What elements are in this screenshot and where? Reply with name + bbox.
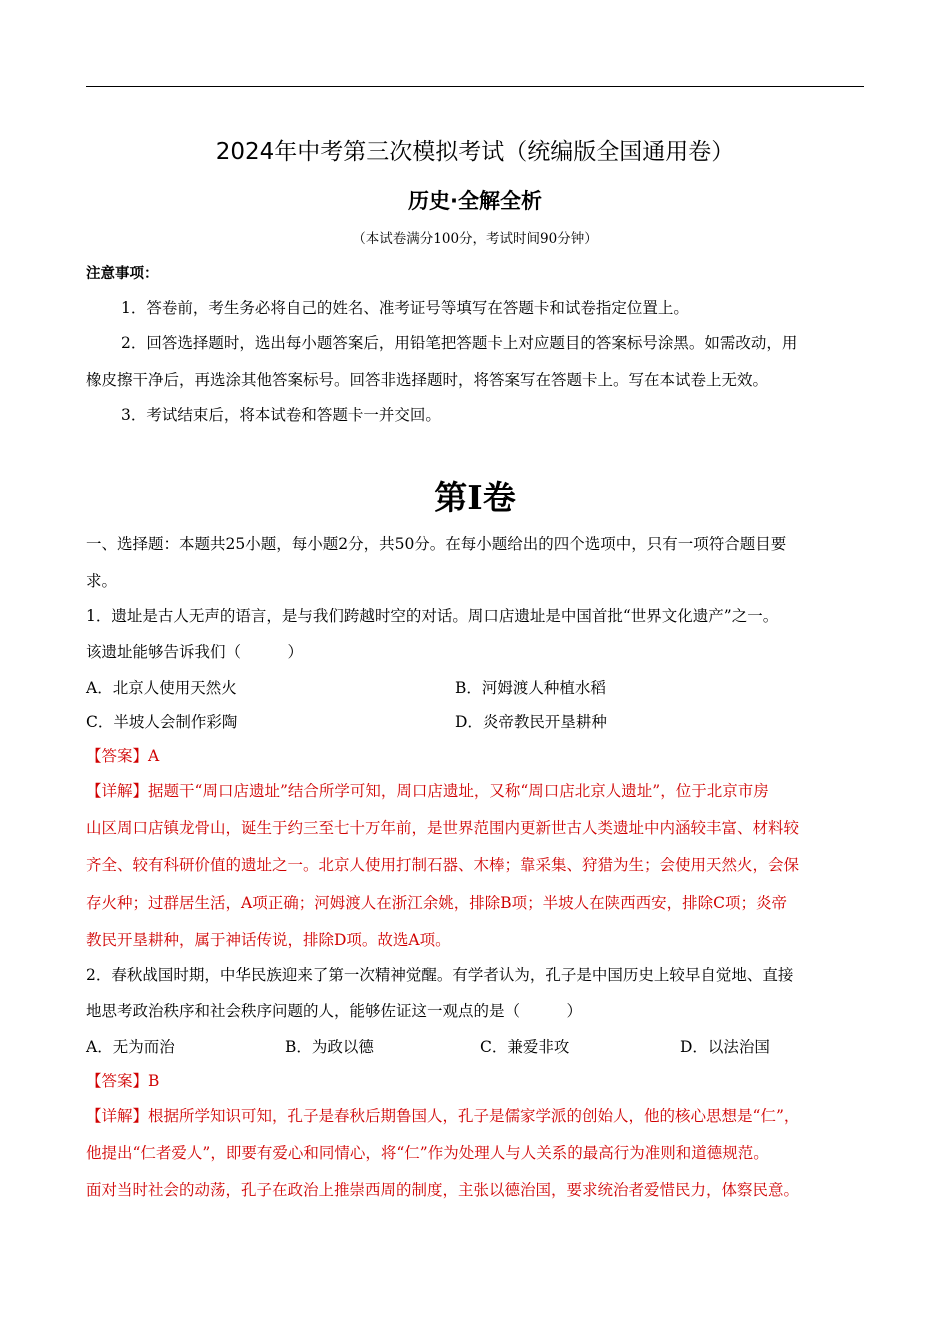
q1-option-c: C．半坡人会制作彩陶 bbox=[86, 713, 238, 731]
q1-detail-line-5: 教民开垦耕种，属于神话传说，排除D项。故选A项。 bbox=[86, 931, 451, 949]
q1-detail-text-1: 据题干“周口店遗址”结合所学可知，周口店遗址，又称“周口店北京人遗址”，位于北京市房 bbox=[148, 782, 769, 800]
q2-option-d: D．以法治国 bbox=[680, 1038, 770, 1056]
q2-option-c: C．兼爱非攻 bbox=[480, 1038, 570, 1056]
notice-item-2-line-2: 橡皮擦干净后，再选涂其他答案标号。回答非选择题时，将答案写在答题卡上。写在本试卷上无效。 bbox=[86, 371, 769, 389]
q2-detail-text-1: 根据所学知识可知，孔子是春秋后期鲁国人，孔子是儒家学派的创始人，他的核心思想是“仁”， bbox=[148, 1107, 800, 1125]
q2-detail-line-1 bbox=[86, 1106, 799, 1126]
q2-stem-line-2: 地思考政治秩序和社会秩序问题的人，能够佐证这一观点的是（ ） bbox=[86, 1002, 583, 1020]
q1-option-a: A．北京人使用天然火 bbox=[86, 679, 237, 697]
section-instruction-line-2: 求。 bbox=[86, 572, 118, 590]
exam-subtitle: 历史·全解全析 bbox=[408, 189, 542, 213]
exam-title: 2024年中考第三次模拟考试（统编版全国通用卷） bbox=[215, 139, 735, 165]
q2-option-b: B．为政以德 bbox=[285, 1038, 374, 1056]
q2-option-a: A．无为而治 bbox=[86, 1038, 175, 1056]
notice-heading: 注意事项： bbox=[86, 265, 159, 282]
q1-option-d: D．炎帝教民开垦耕种 bbox=[455, 713, 607, 731]
q2-detail-line-2: 他提出“仁者爱人”，即要有爱心和同情心，将“仁”作为处理人与人关系的最高行为准则和道德规范。 bbox=[86, 1144, 769, 1162]
q1-detail-line-3: 齐全、较有科研价值的遗址之一。北京人使用打制石器、木棒；靠采集、狩猎为生；会使用天然火，会保 bbox=[86, 856, 800, 874]
section-heading: 第Ⅰ卷 bbox=[434, 478, 516, 517]
top-rule bbox=[86, 86, 864, 87]
q1-option-b: B．河姆渡人种植水稻 bbox=[455, 679, 606, 697]
notice-item-2-line-1: 2．回答选择题时，选出每小题答案后，用铅笔把答题卡上对应题目的答案标号涂黑。如需改动，用 bbox=[121, 334, 798, 352]
q1-detail-line-2: 山区周口店镇龙骨山，诞生于约三至七十万年前，是世界范围内更新世古人类遗址中内涵较丰富、材料较 bbox=[86, 819, 800, 837]
q1-detail-label: 【详解】 bbox=[86, 782, 149, 800]
q1-detail-line-4: 存火种；过群居生活，A项正确；河姆渡人在浙江余姚，排除B项；半坡人在陕西西安，排除C项；炎帝 bbox=[86, 894, 787, 912]
q2-stem-line-1: 2．春秋战国时期，中华民族迎来了第一次精神觉醒。有学者认为，孔子是中国历史上较早自觉地、直接 bbox=[86, 966, 794, 984]
q1-answer: 【答案】A bbox=[86, 747, 160, 765]
q2-answer: 【答案】B bbox=[86, 1072, 160, 1090]
notice-item-1: 1．答卷前，考生务必将自己的姓名、准考证号等填写在答题卡和试卷指定位置上。 bbox=[121, 299, 689, 317]
q1-stem-line-2: 该遗址能够告诉我们（ ） bbox=[86, 643, 304, 661]
notice-item-3: 3．考试结束后，将本试卷和答题卡一并交回。 bbox=[121, 406, 441, 424]
q2-detail-line-3: 面对当时社会的动荡，孔子在政治上推崇西周的制度，主张以德治国，要求统治者爱惜民力，体察民意。 bbox=[86, 1181, 800, 1199]
q1-stem-line-1: 1．遗址是古人无声的语言，是与我们跨越时空的对话。周口店遗址是中国首批“世界文化遗产”之一。 bbox=[86, 607, 779, 625]
q1-detail-line-1 bbox=[86, 781, 769, 801]
score-note: （本试卷满分100分，考试时间90分钟） bbox=[352, 231, 598, 247]
section-instruction-line-1: 一、选择题：本题共25小题，每小题2分，共50分。在每小题给出的四个选项中，只有一项符合题目要 bbox=[86, 535, 787, 553]
q2-detail-label: 【详解】 bbox=[86, 1107, 149, 1125]
